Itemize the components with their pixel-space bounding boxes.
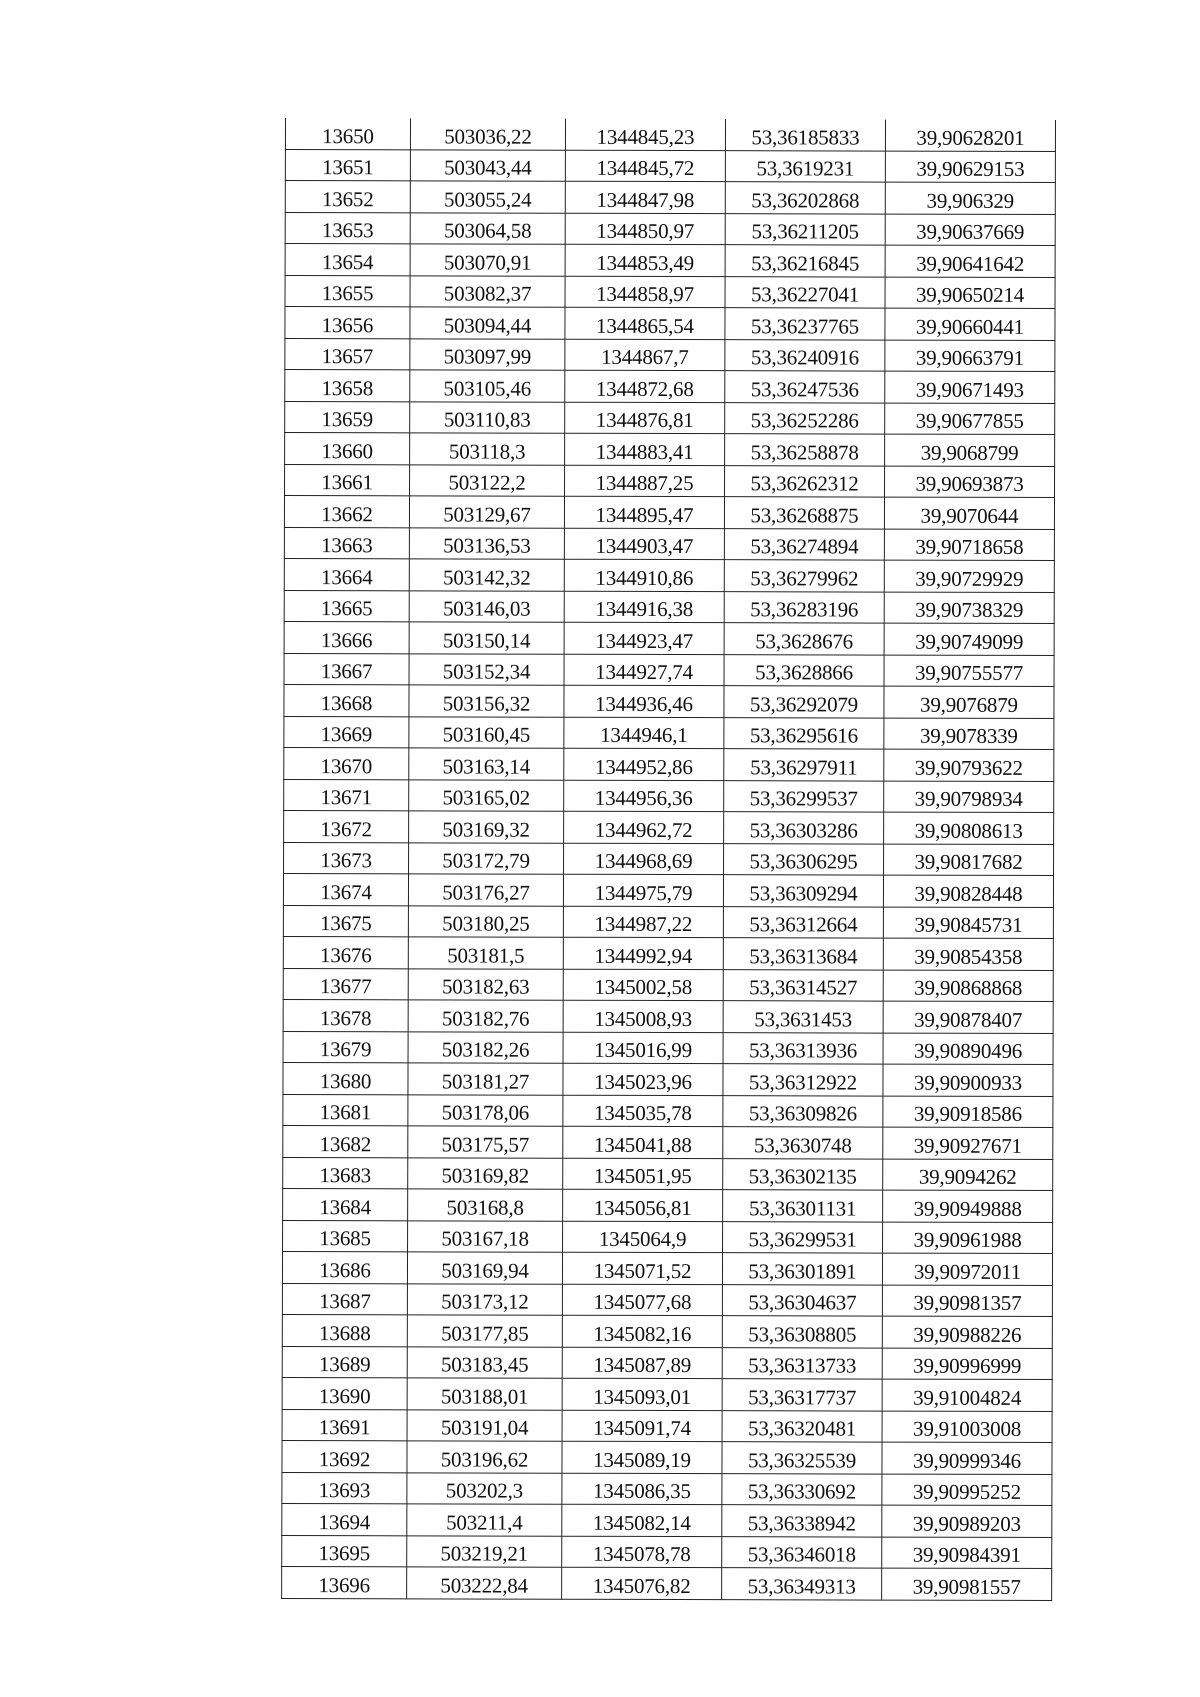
- table-row: [283, 873, 1053, 907]
- y-coordinate-cell: 1344872,68: [565, 370, 725, 402]
- x-coordinate-cell: 503146,03: [409, 590, 564, 622]
- latitude-cell: 53,36237765: [725, 308, 885, 340]
- x-coordinate-cell: 503202,3: [407, 1472, 562, 1504]
- longitude-cell: 39,90989203: [882, 1505, 1052, 1537]
- longitude-cell: 39,90981557: [882, 1568, 1052, 1600]
- point-number-cell: 13685: [283, 1220, 408, 1252]
- coordinates-table: [281, 118, 1056, 1601]
- x-coordinate-cell: 503055,24: [410, 181, 565, 213]
- x-coordinate-cell: 503169,82: [408, 1157, 563, 1189]
- longitude-cell: 39,90738329: [884, 592, 1054, 624]
- y-coordinate-cell: 1344895,47: [564, 496, 724, 528]
- latitude-cell: 53,36320481: [722, 1410, 882, 1442]
- table-row: [282, 1566, 1052, 1600]
- x-coordinate-cell: 503142,32: [409, 559, 564, 591]
- point-number-cell: 13677: [283, 968, 408, 1000]
- latitude-cell: 53,3628676: [724, 623, 884, 655]
- table-row: [285, 275, 1055, 309]
- longitude-cell: 39,90650214: [885, 277, 1055, 309]
- latitude-cell: 53,36211205: [725, 213, 885, 245]
- table-row: [285, 370, 1055, 404]
- latitude-cell: 53,36304637: [722, 1284, 882, 1316]
- point-number-cell: 13652: [285, 181, 410, 213]
- table-row: [283, 905, 1053, 939]
- y-coordinate-cell: 1345002,58: [563, 969, 723, 1001]
- latitude-cell: 53,36274894: [724, 528, 884, 560]
- latitude-cell: 53,36306295: [724, 843, 884, 875]
- x-coordinate-cell: 503136,53: [409, 527, 564, 559]
- latitude-cell: 53,36299531: [723, 1221, 883, 1253]
- longitude-cell: 39,90808613: [884, 812, 1054, 844]
- longitude-cell: 39,90999346: [882, 1442, 1052, 1474]
- table-row: [282, 1283, 1052, 1317]
- longitude-cell: 39,90995252: [882, 1474, 1052, 1506]
- longitude-cell: 39,90868868: [883, 970, 1053, 1002]
- point-number-cell: 13678: [283, 999, 408, 1031]
- table-row: [282, 1251, 1052, 1285]
- latitude-cell: 53,36268875: [724, 497, 884, 529]
- y-coordinate-cell: 1345051,95: [563, 1158, 723, 1190]
- latitude-cell: 53,3619231: [725, 150, 885, 182]
- y-coordinate-cell: 1344858,97: [565, 276, 725, 308]
- point-number-cell: 13662: [284, 496, 409, 528]
- table-row: [285, 401, 1055, 435]
- y-coordinate-cell: 1344987,22: [563, 906, 723, 938]
- x-coordinate-cell: 503182,63: [408, 968, 563, 1000]
- table-row: [283, 1125, 1053, 1159]
- longitude-cell: 39,90918586: [883, 1096, 1053, 1128]
- point-number-cell: 13686: [282, 1251, 407, 1283]
- table-row: [285, 338, 1055, 372]
- y-coordinate-cell: 1344956,36: [564, 780, 724, 812]
- longitude-cell: 39,906329: [885, 182, 1055, 214]
- table-row: [282, 1535, 1052, 1569]
- table-row: [284, 653, 1054, 687]
- longitude-cell: 39,90693873: [885, 466, 1055, 498]
- latitude-cell: 53,36292079: [724, 686, 884, 718]
- longitude-cell: 39,90749099: [884, 623, 1054, 655]
- table-row: [285, 118, 1055, 151]
- longitude-cell: 39,90817682: [884, 844, 1054, 876]
- longitude-cell: 39,90984391: [882, 1537, 1052, 1569]
- latitude-cell: 53,36258878: [725, 434, 885, 466]
- x-coordinate-cell: 503167,18: [408, 1220, 563, 1252]
- y-coordinate-cell: 1344845,72: [565, 150, 725, 182]
- latitude-cell: 53,36309826: [723, 1095, 883, 1127]
- table-row: [284, 527, 1054, 561]
- point-number-cell: 13675: [283, 905, 408, 937]
- table-row: [283, 968, 1053, 1002]
- point-number-cell: 13669: [284, 716, 409, 748]
- table-row: [283, 1157, 1053, 1191]
- y-coordinate-cell: 1345082,14: [562, 1504, 722, 1536]
- x-coordinate-cell: 503122,2: [410, 464, 565, 496]
- point-number-cell: 13679: [283, 1031, 408, 1063]
- y-coordinate-cell: 1344975,79: [563, 874, 723, 906]
- latitude-cell: 53,36252286: [725, 402, 885, 434]
- x-coordinate-cell: 503105,46: [410, 370, 565, 402]
- point-number-cell: 13670: [284, 747, 409, 779]
- x-coordinate-cell: 503183,45: [407, 1346, 562, 1378]
- longitude-cell: 39,90878407: [883, 1001, 1053, 1033]
- longitude-cell: 39,90628201: [885, 120, 1055, 151]
- x-coordinate-cell: 503064,58: [410, 212, 565, 244]
- point-number-cell: 13692: [282, 1440, 407, 1472]
- y-coordinate-cell: 1344903,47: [564, 528, 724, 560]
- longitude-cell: 39,90671493: [885, 371, 1055, 403]
- point-number-cell: 13673: [284, 842, 409, 874]
- y-coordinate-cell: 1344847,98: [565, 181, 725, 213]
- longitude-cell: 39,9094262: [883, 1159, 1053, 1191]
- y-coordinate-cell: 1345056,81: [563, 1189, 723, 1221]
- x-coordinate-cell: 503160,45: [409, 716, 564, 748]
- point-number-cell: 13696: [282, 1566, 407, 1598]
- latitude-cell: 53,36313684: [723, 938, 883, 970]
- point-number-cell: 13688: [282, 1314, 407, 1346]
- x-coordinate-cell: 503094,44: [410, 307, 565, 339]
- longitude-cell: 39,90641642: [885, 245, 1055, 277]
- table-row: [285, 433, 1055, 467]
- longitude-cell: 39,90798934: [884, 781, 1054, 813]
- x-coordinate-cell: 503156,32: [409, 685, 564, 717]
- x-coordinate-cell: 503129,67: [409, 496, 564, 528]
- table-row: [282, 1472, 1052, 1506]
- point-number-cell: 13666: [284, 621, 409, 653]
- table-row: [284, 496, 1054, 530]
- longitude-cell: 39,90663791: [885, 340, 1055, 372]
- x-coordinate-cell: 503169,32: [409, 811, 564, 843]
- table-row: [285, 149, 1055, 183]
- y-coordinate-cell: 1344916,38: [564, 591, 724, 623]
- longitude-cell: 39,90996999: [882, 1348, 1052, 1380]
- latitude-cell: 53,36308805: [722, 1316, 882, 1348]
- longitude-cell: 39,90927671: [883, 1127, 1053, 1159]
- latitude-cell: 53,36247536: [725, 371, 885, 403]
- x-coordinate-cell: 503188,01: [407, 1378, 562, 1410]
- y-coordinate-cell: 1345064,9: [563, 1221, 723, 1253]
- point-number-cell: 13682: [283, 1125, 408, 1157]
- x-coordinate-cell: 503163,14: [409, 748, 564, 780]
- table-row: [285, 181, 1055, 215]
- longitude-cell: 39,9078339: [884, 718, 1054, 750]
- y-coordinate-cell: 1344876,81: [565, 402, 725, 434]
- coordinates-table-body: [282, 118, 1056, 1600]
- table-row: [284, 779, 1054, 813]
- x-coordinate-cell: 503177,85: [407, 1315, 562, 1347]
- x-coordinate-cell: 503172,79: [409, 842, 564, 874]
- point-number-cell: 13672: [284, 810, 409, 842]
- point-number-cell: 13683: [283, 1157, 408, 1189]
- x-coordinate-cell: 503191,04: [407, 1409, 562, 1441]
- longitude-cell: 39,90828448: [883, 875, 1053, 907]
- y-coordinate-cell: 1344910,86: [564, 559, 724, 591]
- latitude-cell: 53,36216845: [725, 245, 885, 277]
- x-coordinate-cell: 503181,27: [408, 1063, 563, 1095]
- x-coordinate-cell: 503165,02: [409, 779, 564, 811]
- longitude-cell: 39,9070644: [884, 497, 1054, 529]
- latitude-cell: 53,36349313: [722, 1568, 882, 1600]
- longitude-cell: 39,90660441: [885, 308, 1055, 340]
- x-coordinate-cell: 503169,94: [407, 1252, 562, 1284]
- y-coordinate-cell: 1345087,89: [562, 1347, 722, 1379]
- x-coordinate-cell: 503178,06: [408, 1094, 563, 1126]
- point-number-cell: 13690: [282, 1377, 407, 1409]
- point-number-cell: 13661: [285, 464, 410, 496]
- y-coordinate-cell: 1344867,7: [565, 339, 725, 371]
- x-coordinate-cell: 503168,8: [408, 1189, 563, 1221]
- y-coordinate-cell: 1345082,16: [562, 1315, 722, 1347]
- x-coordinate-cell: 503176,27: [408, 874, 563, 906]
- point-number-cell: 13681: [283, 1094, 408, 1126]
- point-number-cell: 13658: [285, 370, 410, 402]
- table-row: [283, 1188, 1053, 1222]
- longitude-cell: 39,90972011: [882, 1253, 1052, 1285]
- longitude-cell: 39,90988226: [882, 1316, 1052, 1348]
- longitude-cell: 39,91004824: [882, 1379, 1052, 1411]
- longitude-cell: 39,90755577: [884, 655, 1054, 687]
- longitude-cell: 39,9068799: [885, 434, 1055, 466]
- table-row: [284, 590, 1054, 624]
- latitude-cell: 53,3628866: [724, 654, 884, 686]
- y-coordinate-cell: 1345035,78: [563, 1095, 723, 1127]
- y-coordinate-cell: 1344923,47: [564, 622, 724, 654]
- point-number-cell: 13693: [282, 1472, 407, 1504]
- x-coordinate-cell: 503196,62: [407, 1441, 562, 1473]
- y-coordinate-cell: 1344968,69: [564, 843, 724, 875]
- y-coordinate-cell: 1344887,25: [565, 465, 725, 497]
- latitude-cell: 53,36301131: [723, 1190, 883, 1222]
- latitude-cell: 53,36312664: [723, 906, 883, 938]
- y-coordinate-cell: 1345078,78: [562, 1536, 722, 1568]
- table-row: [283, 1031, 1053, 1065]
- y-coordinate-cell: 1345093,01: [562, 1378, 722, 1410]
- table-row: [283, 1220, 1053, 1254]
- point-number-cell: 13694: [282, 1503, 407, 1535]
- latitude-cell: 53,3630748: [723, 1127, 883, 1159]
- longitude-cell: 39,90729929: [884, 560, 1054, 592]
- y-coordinate-cell: 1345086,35: [562, 1473, 722, 1505]
- latitude-cell: 53,36312922: [723, 1064, 883, 1096]
- latitude-cell: 53,36240916: [725, 339, 885, 371]
- point-number-cell: 13660: [285, 433, 410, 465]
- latitude-cell: 53,36302135: [723, 1158, 883, 1190]
- point-number-cell: 13667: [284, 653, 409, 685]
- table-row: [284, 747, 1054, 781]
- longitude-cell: 39,90845731: [883, 907, 1053, 939]
- x-coordinate-cell: 503118,3: [410, 433, 565, 465]
- y-coordinate-cell: 1344850,97: [565, 213, 725, 245]
- latitude-cell: 53,36227041: [725, 276, 885, 308]
- latitude-cell: 53,36299537: [724, 780, 884, 812]
- longitude-cell: 39,90629153: [885, 151, 1055, 183]
- latitude-cell: 53,36317737: [722, 1379, 882, 1411]
- y-coordinate-cell: 1345071,52: [562, 1252, 722, 1284]
- longitude-cell: 39,90900933: [883, 1064, 1053, 1096]
- x-coordinate-cell: 503182,26: [408, 1031, 563, 1063]
- y-coordinate-cell: 1345077,68: [562, 1284, 722, 1316]
- table-row: [284, 558, 1054, 592]
- point-number-cell: 13668: [284, 684, 409, 716]
- table-row: [282, 1440, 1052, 1474]
- x-coordinate-cell: 503070,91: [410, 244, 565, 276]
- y-coordinate-cell: 1344962,72: [564, 811, 724, 843]
- point-number-cell: 13691: [282, 1409, 407, 1441]
- point-number-cell: 13665: [284, 590, 409, 622]
- longitude-cell: 39,90949888: [883, 1190, 1053, 1222]
- latitude-cell: 53,36346018: [722, 1536, 882, 1568]
- table-row: [284, 684, 1054, 718]
- latitude-cell: 53,36202868: [725, 182, 885, 214]
- y-coordinate-cell: 1345076,82: [562, 1567, 722, 1599]
- latitude-cell: 53,36309294: [723, 875, 883, 907]
- longitude-cell: 39,90718658: [884, 529, 1054, 561]
- y-coordinate-cell: 1344936,46: [564, 685, 724, 717]
- point-number-cell: 13689: [282, 1346, 407, 1378]
- table-row: [284, 810, 1054, 844]
- y-coordinate-cell: 1344952,86: [564, 748, 724, 780]
- point-number-cell: 13657: [285, 338, 410, 370]
- latitude-cell: 53,3631453: [723, 1001, 883, 1033]
- x-coordinate-cell: 503175,57: [408, 1126, 563, 1158]
- table-row: [285, 244, 1055, 278]
- latitude-cell: 53,36313936: [723, 1032, 883, 1064]
- x-coordinate-cell: 503152,34: [409, 653, 564, 685]
- x-coordinate-cell: 503097,99: [410, 338, 565, 370]
- point-number-cell: 13664: [284, 558, 409, 590]
- point-number-cell: 13676: [283, 936, 408, 968]
- latitude-cell: 53,36283196: [724, 591, 884, 623]
- y-coordinate-cell: 1345041,88: [563, 1126, 723, 1158]
- x-coordinate-cell: 503036,22: [410, 118, 565, 149]
- latitude-cell: 53,36262312: [725, 465, 885, 497]
- table-row: [283, 999, 1053, 1033]
- x-coordinate-cell: 503082,37: [410, 275, 565, 307]
- x-coordinate-cell: 503219,21: [407, 1535, 562, 1567]
- point-number-cell: 13654: [285, 244, 410, 276]
- longitude-cell: 39,90890496: [883, 1033, 1053, 1065]
- table-row: [284, 621, 1054, 655]
- table-row: [285, 464, 1055, 498]
- longitude-cell: 39,90961988: [883, 1222, 1053, 1254]
- table-row: [282, 1409, 1052, 1443]
- x-coordinate-cell: 503043,44: [410, 149, 565, 181]
- y-coordinate-cell: 1345023,96: [563, 1063, 723, 1095]
- table-row: [284, 716, 1054, 750]
- latitude-cell: 53,36338942: [722, 1505, 882, 1537]
- point-number-cell: 13684: [283, 1188, 408, 1220]
- y-coordinate-cell: 1344853,49: [565, 244, 725, 276]
- longitude-cell: 39,9076879: [884, 686, 1054, 718]
- table-row: [283, 1062, 1053, 1096]
- y-coordinate-cell: 1344946,1: [564, 717, 724, 749]
- latitude-cell: 53,36295616: [724, 717, 884, 749]
- point-number-cell: 13687: [282, 1283, 407, 1315]
- longitude-cell: 39,90637669: [885, 214, 1055, 246]
- x-coordinate-cell: 503110,83: [410, 401, 565, 433]
- y-coordinate-cell: 1344845,23: [565, 119, 725, 150]
- latitude-cell: 53,36330692: [722, 1473, 882, 1505]
- y-coordinate-cell: 1345008,93: [563, 1000, 723, 1032]
- y-coordinate-cell: 1344992,94: [563, 937, 723, 969]
- y-coordinate-cell: 1345089,19: [562, 1441, 722, 1473]
- table-row: [282, 1377, 1052, 1411]
- latitude-cell: 53,36325539: [722, 1442, 882, 1474]
- point-number-cell: 13650: [285, 118, 410, 149]
- y-coordinate-cell: 1344865,54: [565, 307, 725, 339]
- y-coordinate-cell: 1344883,41: [565, 433, 725, 465]
- point-number-cell: 13651: [285, 149, 410, 181]
- x-coordinate-cell: 503180,25: [408, 905, 563, 937]
- longitude-cell: 39,91003008: [882, 1411, 1052, 1443]
- point-number-cell: 13680: [283, 1062, 408, 1094]
- table-row: [285, 307, 1055, 341]
- x-coordinate-cell: 503173,12: [407, 1283, 562, 1315]
- point-number-cell: 13656: [285, 307, 410, 339]
- table-row: [282, 1314, 1052, 1348]
- point-number-cell: 13663: [284, 527, 409, 559]
- table-row: [283, 936, 1053, 970]
- y-coordinate-cell: 1344927,74: [564, 654, 724, 686]
- point-number-cell: 13674: [283, 873, 408, 905]
- longitude-cell: 39,90793622: [884, 749, 1054, 781]
- point-number-cell: 13659: [285, 401, 410, 433]
- latitude-cell: 53,36301891: [722, 1253, 882, 1285]
- table-row: [282, 1503, 1052, 1537]
- longitude-cell: 39,90854358: [883, 938, 1053, 970]
- y-coordinate-cell: 1345016,99: [563, 1032, 723, 1064]
- latitude-cell: 53,36185833: [725, 119, 885, 150]
- x-coordinate-cell: 503150,14: [409, 622, 564, 654]
- x-coordinate-cell: 503211,4: [407, 1504, 562, 1536]
- table-row: [284, 842, 1054, 876]
- latitude-cell: 53,36303286: [724, 812, 884, 844]
- table-row: [282, 1346, 1052, 1380]
- y-coordinate-cell: 1345091,74: [562, 1410, 722, 1442]
- table-row: [285, 212, 1055, 246]
- table-row: [283, 1094, 1053, 1128]
- latitude-cell: 53,36313733: [722, 1347, 882, 1379]
- point-number-cell: 13655: [285, 275, 410, 307]
- latitude-cell: 53,36314527: [723, 969, 883, 1001]
- point-number-cell: 13671: [284, 779, 409, 811]
- point-number-cell: 13653: [285, 212, 410, 244]
- latitude-cell: 53,36279962: [724, 560, 884, 592]
- x-coordinate-cell: 503181,5: [408, 937, 563, 969]
- longitude-cell: 39,90677855: [885, 403, 1055, 435]
- longitude-cell: 39,90981357: [882, 1285, 1052, 1317]
- x-coordinate-cell: 503222,84: [407, 1567, 562, 1599]
- x-coordinate-cell: 503182,76: [408, 1000, 563, 1032]
- point-number-cell: 13695: [282, 1535, 407, 1567]
- latitude-cell: 53,36297911: [724, 749, 884, 781]
